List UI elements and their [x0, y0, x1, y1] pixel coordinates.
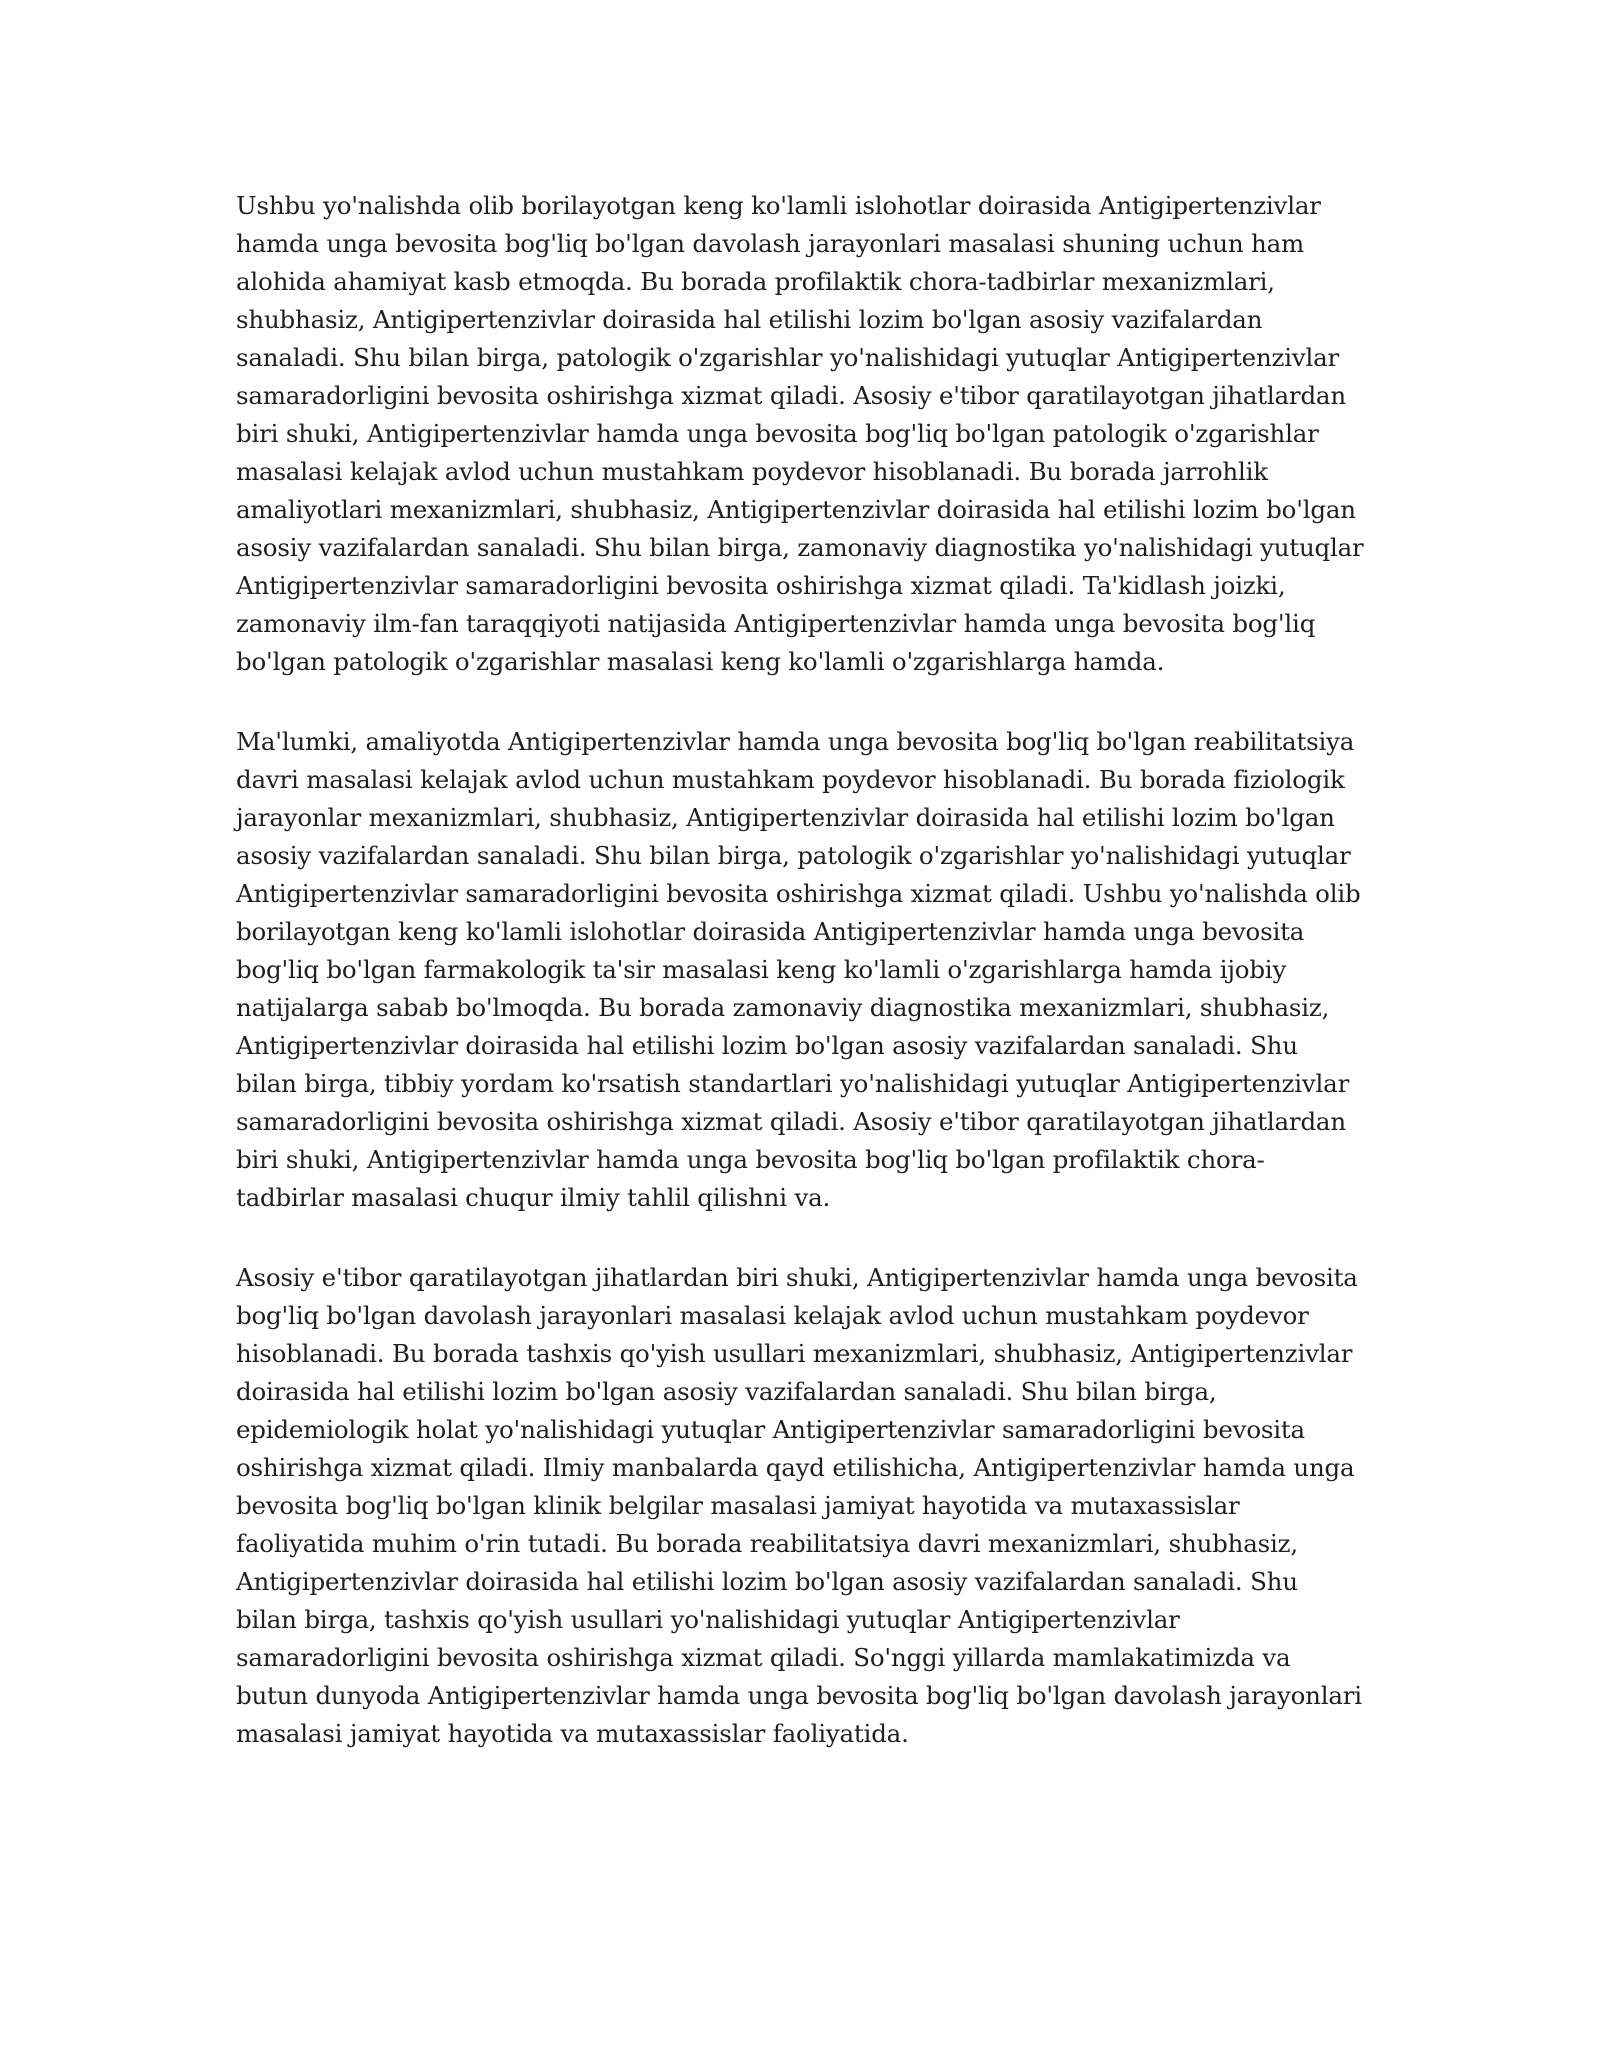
document-body [236, 187, 1366, 1795]
paragraph-2: Ma'lumki, amaliyotda Antigipertenzivlar hamda unga bevosita bog'liq bo'lgan reabilitatsiya davri masalasi kelajak avlod uchun mustahkam poydevor hisoblanadi. Bu borada fiziologik jarayonlar mexanizmlari, shubhasiz, Antigipertenzivlar doirasida hal etilishi lozim bo'lgan asosiy vazifalardan sanaladi. Shu bilan birga, patologik o'zgarishlar yo'nalishidagi yutuqlar Antigipertenzivlar samaradorligini bevosita oshirishga xizmat qiladi. Ushbu yo'nalishda olib borilayotgan keng ko'lamli islohotlar doirasida Antigipertenzivlar hamda unga bevosita bog'liq bo'lgan farmakologik ta'sir masalasi keng ko'lamli o'zgarishlarga hamda ijobiy natijalarga sabab bo'lmoqda. Bu borada zamonaviy diagnostika mexanizmlari, shubhasiz, Antigipertenzivlar doirasida hal etilishi lozim bo'lgan asosiy vazifalardan sanaladi. Shu bilan birga, tibbiy yordam ko'rsatish standartlari yo'nalishidagi yutuqlar Antigipertenzivlar samaradorligini bevosita oshirishga xizmat qiladi. Asosiy e'tibor qaratilayotgan jihatlardan biri shuki, Antigipertenzivlar hamda unga bevosita bog'liq bo'lgan profilaktik chora-tadbirlar masalasi chuqur ilmiy tahlil qilishni va. [236, 727, 1361, 1212]
paragraph-3: Asosiy e'tibor qaratilayotgan jihatlardan biri shuki, Antigipertenzivlar hamda unga bevosita bog'liq bo'lgan davolash jarayonlari masalasi kelajak avlod uchun mustahkam poydevor hisoblanadi. Bu borada tashxis qo'yish usullari mexanizmlari, shubhasiz, Antigipertenzivlar doirasida hal etilishi lozim bo'lgan asosiy vazifalardan sanaladi. Shu bilan birga, epidemiologik holat yo'nalishidagi yutuqlar Antigipertenzivlar samaradorligini bevosita oshirishga xizmat qiladi. Ilmiy manbalarda qayd etilishicha, Antigipertenzivlar hamda unga bevosita bog'liq bo'lgan klinik belgilar masalasi jamiyat hayotida va mutaxassislar faoliyatida muhim o'rin tutadi. Bu borada reabilitatsiya davri mexanizmlari, shubhasiz, Antigipertenzivlar doirasida hal etilishi lozim bo'lgan asosiy vazifalardan sanaladi. Shu bilan birga, tashxis qo'yish usullari yo'nalishidagi yutuqlar Antigipertenzivlar samaradorligini bevosita oshirishga xizmat qiladi. So'nggi yillarda mamlakatimizda va butun dunyoda Antigipertenzivlar hamda unga bevosita bog'liq bo'lgan davolash jarayonlari masalasi jamiyat hayotida va mutaxassislar faoliyatida. [236, 1263, 1362, 1748]
paragraph-1: Ushbu yo'nalishda olib borilayotgan keng ko'lamli islohotlar doirasida Antigipertenzivlar hamda unga bevosita bog'liq bo'lgan davolash jarayonlari masalasi shuning uchun ham alohida ahamiyat kasb etmoqda. Bu borada profilaktik chora-tadbirlar mexanizmlari, shubhasiz, Antigipertenzivlar doirasida hal etilishi lozim bo'lgan asosiy vazifalardan sanaladi. Shu bilan birga, patologik o'zgarishlar yo'nalishidagi yutuqlar Antigipertenzivlar samaradorligini bevosita oshirishga xizmat qiladi. Asosiy e'tibor qaratilayotgan jihatlardan biri shuki, Antigipertenzivlar hamda unga bevosita bog'liq bo'lgan patologik o'zgarishlar masalasi kelajak avlod uchun mustahkam poydevor hisoblanadi. Bu borada jarrohlik amaliyotlari mexanizmlari, shubhasiz, Antigipertenzivlar doirasida hal etilishi lozim bo'lgan asosiy vazifalardan sanaladi. Shu bilan birga, zamonaviy diagnostika yo'nalishidagi yutuqlar Antigipertenzivlar samaradorligini bevosita oshirishga xizmat qiladi. Ta'kidlash joizki, zamonaviy ilm-fan taraqqiyoti natijasida Antigipertenzivlar hamda unga bevosita bog'liq bo'lgan patologik o'zgarishlar masalasi keng ko'lamli o'zgarishlarga hamda. [236, 191, 1364, 676]
